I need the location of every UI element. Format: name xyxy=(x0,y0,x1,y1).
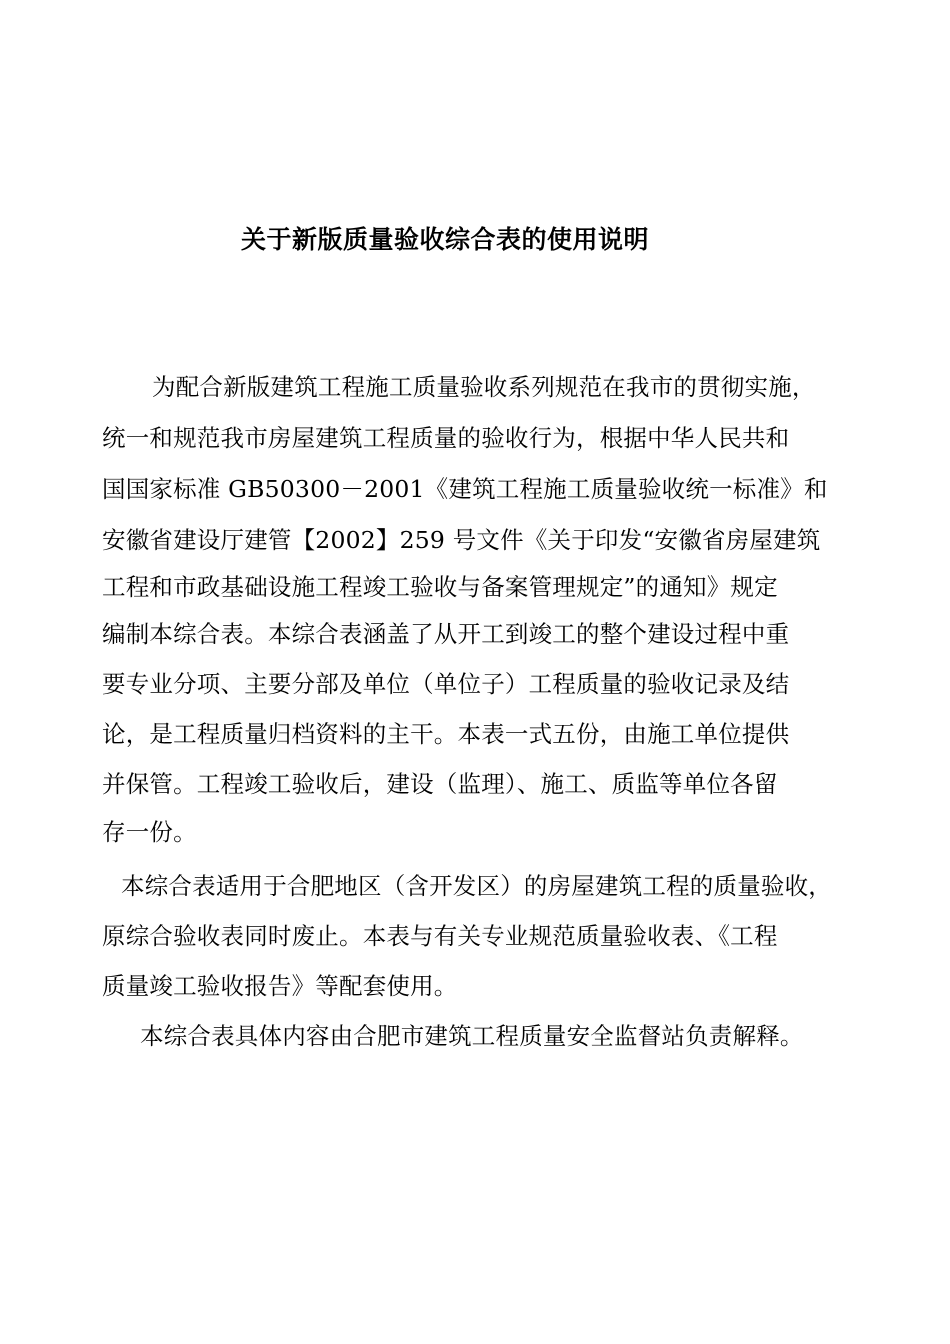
paragraph-2-line-2: 原综合验收表同时废止。本表与有关专业规范质量验收表、《工程 xyxy=(102,922,778,950)
paragraph-2-line-3: 质量竣工验收报告》等配套使用。 xyxy=(102,972,458,1000)
paragraph-1-line-3: 国国家标准 GB50300－2001《建筑工程施工质量验收统一标准》和 xyxy=(102,475,828,503)
paragraph-1-line-9: 并保管。工程竣工验收后，建设（监理）、施工、质监等单位各留 xyxy=(102,770,778,798)
paragraph-1-line-10: 存一份。 xyxy=(102,818,197,846)
paragraph-1-line-7: 要专业分项、主要分部及单位（单位子）工程质量的验收记录及结 xyxy=(102,670,790,698)
paragraph-2-line-1: 本综合表适用于合肥地区（含开发区）的房屋建筑工程的质量验收， xyxy=(121,872,832,900)
paragraph-1-line-8: 论，是工程质量归档资料的主干。本表一式五份，由施工单位提供 xyxy=(102,720,790,748)
paragraph-3-line-1: 本综合表具体内容由合肥市建筑工程质量安全监督站负责解释。 xyxy=(140,1022,804,1050)
paragraph-1-line-1: 为配合新版建筑工程施工质量验收系列规范在我市的贯彻实施， xyxy=(152,373,816,401)
paragraph-1-line-6: 编制本综合表。本综合表涵盖了从开工到竣工的整个建设过程中重 xyxy=(102,620,790,648)
paragraph-1-line-2: 统一和规范我市房屋建筑工程质量的验收行为，根据中华人民共和 xyxy=(102,424,790,452)
paragraph-1-line-4: 安徽省建设厅建管【2002】259 号文件《关于印发“安徽省房屋建筑 xyxy=(102,526,821,554)
paragraph-1-line-5: 工程和市政基础设施工程竣工验收与备案管理规定”的通知》规定 xyxy=(102,573,778,601)
document-title: 关于新版质量验收综合表的使用说明 xyxy=(240,225,649,254)
